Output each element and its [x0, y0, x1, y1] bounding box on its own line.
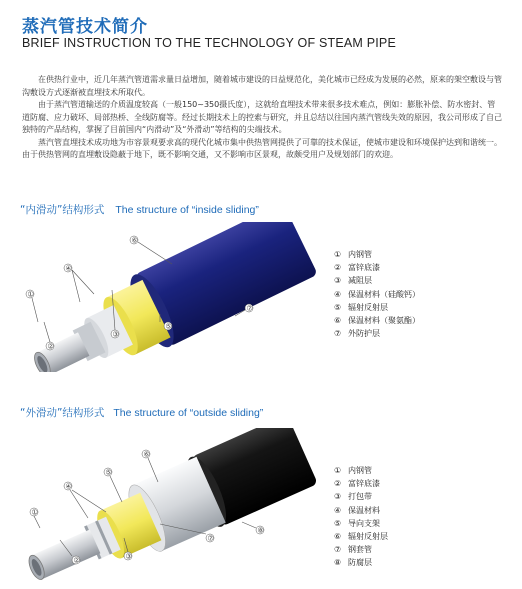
- inside-legend-item: ③ 减阻层: [334, 276, 372, 286]
- inside-legend-item: ④ 保温材料（硅酸钙）: [334, 289, 420, 299]
- outside-callout-1: ①: [31, 508, 38, 517]
- inside-title-en: The structure of “inside sliding”: [115, 204, 259, 216]
- inside-callout-7: ⑦: [246, 304, 253, 313]
- inside-section-title: [20, 202, 259, 217]
- outside-legend-item: ③ 打包带: [334, 492, 372, 502]
- inside-legend-item: ② 富锌底漆: [334, 263, 380, 273]
- inside-callout-2: ②: [47, 342, 54, 351]
- inside-callout-1: ①: [27, 290, 34, 299]
- inside-legend-item: ⑦ 外防护层: [334, 329, 380, 339]
- inside-callout-4: ④: [65, 264, 72, 273]
- outside-legend-item: ⑤ 导向支架: [334, 518, 380, 528]
- page-title-en: BRIEF INSTRUCTION TO THE TECHNOLOGY OF STEAM PIPE: [22, 36, 396, 50]
- outside-callout-2: ②: [73, 556, 80, 565]
- outside-legend: [334, 464, 388, 570]
- intro-text: [22, 74, 502, 162]
- outside-callout-6: ⑥: [143, 450, 150, 459]
- intro-paragraph-3: 蒸汽管直埋技术成功地为市容景观要求高的现代化城市集中供热管网提供了可靠的技术保证，使城市建设和环境保护达到和谐统一。由于供热管网的直埋敷设隐蔽于地下，既不影响交通，又不影响市区景观，故颇受用户及规划部门的欢迎。: [22, 137, 502, 159]
- outside-legend-item: ⑥ 辐射反射层: [334, 531, 388, 541]
- inside-legend-item: ⑥ 保温材料（聚氨酯）: [334, 315, 420, 325]
- outside-title-cn: “外滑动”结构形式: [20, 407, 105, 419]
- inside-callout-3: ③: [112, 330, 119, 339]
- outside-callout-4: ④: [65, 482, 72, 491]
- intro-paragraph-1: 在供热行业中，近几年蒸汽管道需求量日益增加，随着城市建设的日益规范化，美化城市已经成为发展的必然，原来的架空敷设与管沟敷设方式逐渐被直埋技术所取代。: [22, 75, 502, 97]
- outside-callout-8: ⑧: [257, 526, 264, 535]
- outside-legend-item: ② 富锌底漆: [334, 479, 380, 489]
- outside-legend-item: ① 内钢管: [334, 466, 372, 475]
- outside-legend-item: ⑦ 钢套管: [334, 545, 372, 555]
- outside-sliding-diagram: [10, 428, 320, 583]
- outside-callout-7: ⑦: [207, 534, 214, 543]
- inside-legend: [334, 248, 420, 340]
- inside-callout-5: ⑤: [165, 322, 172, 331]
- outside-section-title: [20, 405, 263, 420]
- intro-paragraph-2: 由于蒸汽管道输送的介质温度较高（一般150~350摄氏度），这就给直埋技术带来很多技术难点，例如：膨胀补偿、防水密封、管道防腐、应力破坏、局部热桥、全线防腐等。经过长期技术上的控索与研究，并且总结以往国内蒸汽管线失效的原因，我公司形成了自己独特的产品结构，掌握了目前国内“内滑动”及“外滑动”等结构的尖端技术。: [22, 100, 502, 134]
- inside-sliding-diagram: [10, 222, 320, 372]
- inside-legend-item: ① 内钢管: [334, 250, 372, 259]
- inside-legend-item: ⑤ 辐射反射层: [334, 302, 388, 312]
- outside-title-en: The structure of “outside sliding”: [113, 407, 264, 419]
- page-title-cn: 蒸汽管技术简介: [22, 17, 148, 37]
- outside-callout-5: ⑤: [105, 468, 112, 477]
- inside-callout-6: ⑥: [131, 236, 138, 245]
- outside-callout-3: ③: [125, 552, 132, 561]
- outside-legend-item: ⑧ 防腐层: [334, 558, 372, 568]
- outside-legend-item: ④ 保温材料: [334, 505, 380, 515]
- inside-title-cn: “内滑动”结构形式: [20, 204, 105, 216]
